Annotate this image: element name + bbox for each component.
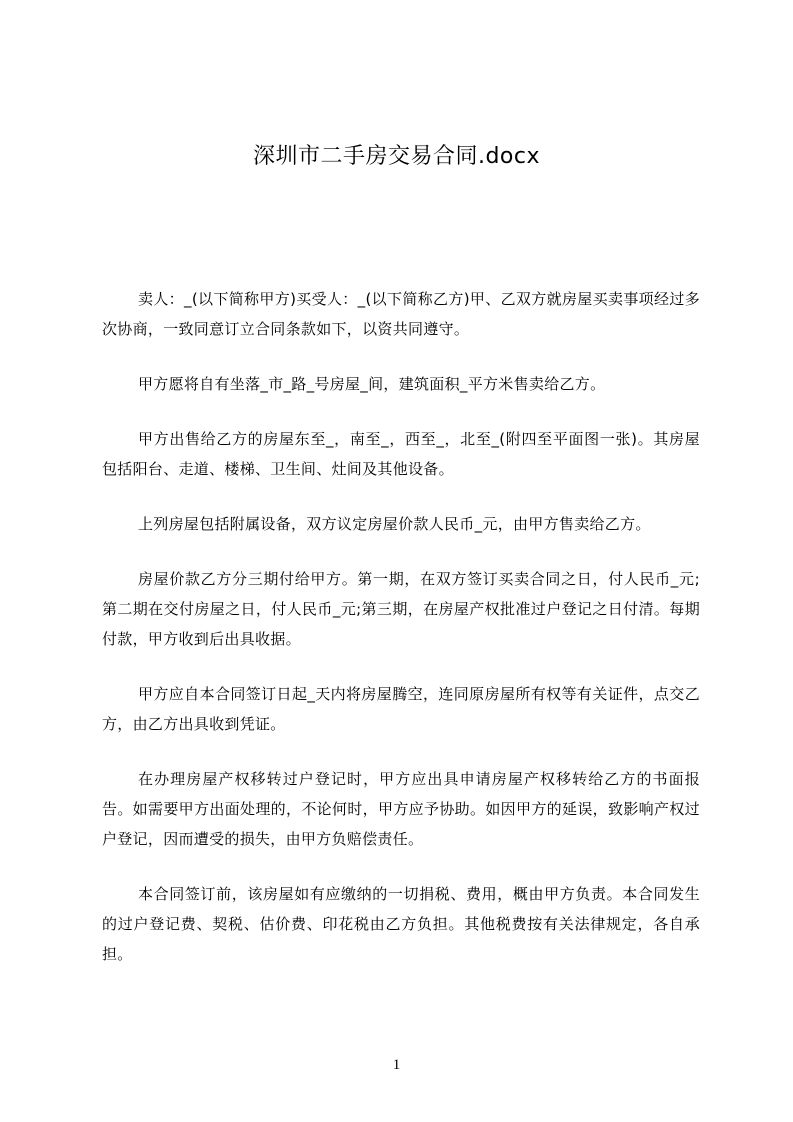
paragraph-property-location: 甲方愿将自有坐落_市_路_号房屋_间，建筑面积_平方米售卖给乙方。 (138, 375, 606, 393)
paragraph-title-transfer: 在办理房屋产权移转过户登记时，甲方应出具申请房屋产权移转给乙方的书面报告。如需要甲方出面处理的，不论何时，甲方应予协助。如因甲方的延误，致影响产权过户登记，因而遭受的损失，由甲方负赔偿责任。 (102, 770, 700, 848)
paragraph-parties: 卖人：_(以下简称甲方)买受人：_(以下简称乙方)甲、乙双方就房屋买卖事项经过多次协商，一致同意订立合同条款如下，以资共同遵守。 (102, 290, 700, 338)
document-body (102, 284, 700, 994)
paragraph-handover: 甲方应自本合同签订日起_天内将房屋腾空，连同原房屋所有权等有关证件，点交乙方，由乙方出具收到凭证。 (102, 685, 700, 733)
paragraph-property-boundaries: 甲方出售给乙方的房屋东至_，南至_，西至_，北至_(附四至平面图一张)。其房屋包括阳台、走道、楼梯、卫生间、灶间及其他设备。 (102, 430, 700, 478)
document-title: 深圳市二手房交易合同.docx (252, 144, 541, 169)
page-number: 1 (392, 1057, 401, 1073)
paragraph-price: 上列房屋包括附属设备，双方议定房屋价款人民币_元，由甲方售卖给乙方。 (138, 515, 651, 533)
paragraph-payment-terms: 房屋价款乙方分三期付给甲方。第一期，在双方签订买卖合同之日，付人民币_元;第二期在交付房屋之日，付人民币_元;第三期，在房屋产权批准过户登记之日付清。每期付款，甲方收到后出具收据。 (102, 570, 700, 648)
paragraph-taxes-fees: 本合同签订前，该房屋如有应缴纳的一切捐税、费用，概由甲方负责。本合同发生的过户登记费、契税、估价费、印花税由乙方负担。其他税费按有关法律规定，各自承担。 (102, 885, 700, 963)
